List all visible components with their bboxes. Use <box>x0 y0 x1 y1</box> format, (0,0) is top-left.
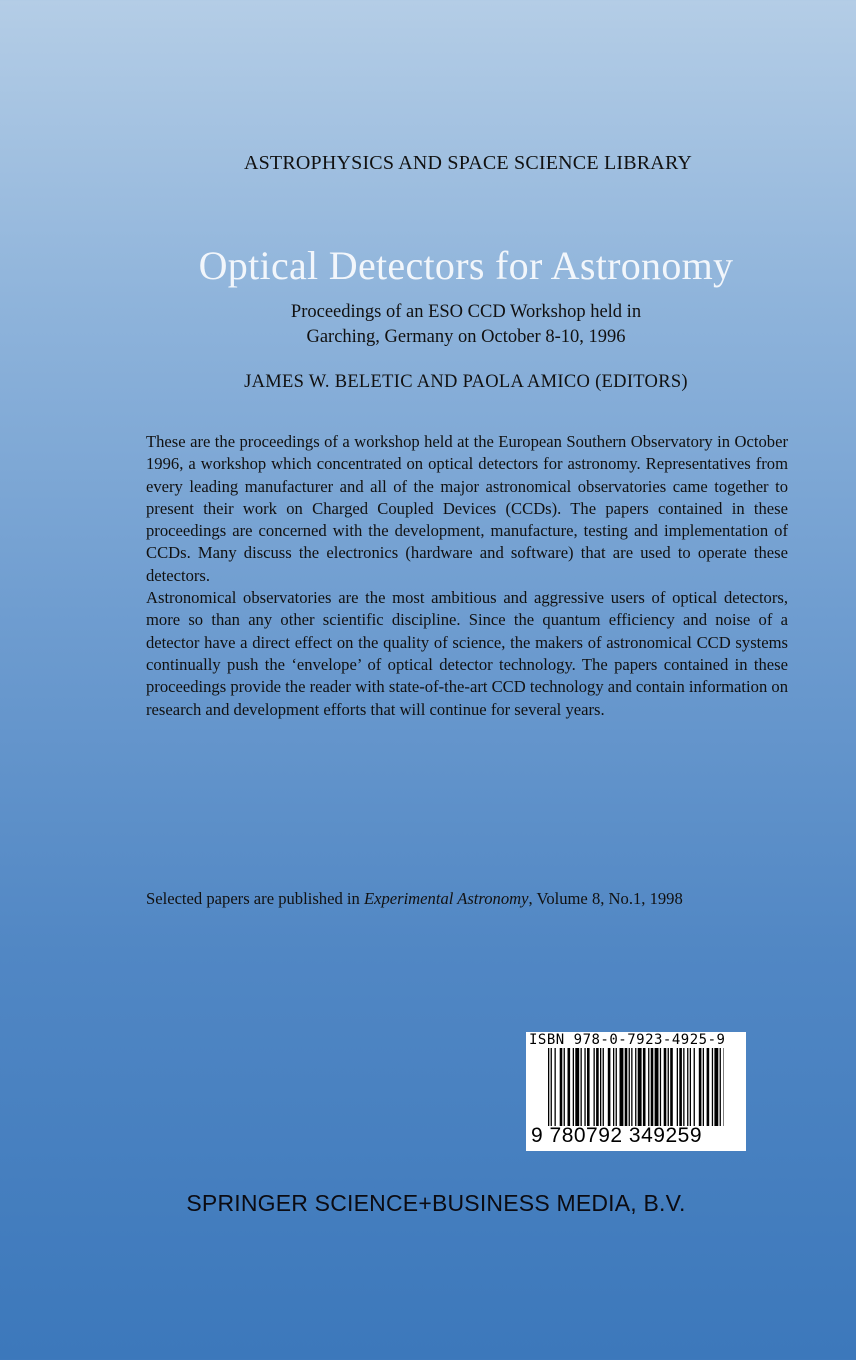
publisher: SPRINGER SCIENCE+BUSINESS MEDIA, B.V. <box>186 1190 686 1216</box>
barcode-bar <box>643 1048 646 1126</box>
barcode-bar <box>690 1048 691 1126</box>
barcode-bar <box>581 1048 582 1126</box>
barcode-bar <box>548 1048 549 1126</box>
editors: JAMES W. BELETIC AND PAOLA AMICO (EDITORS) <box>244 372 688 392</box>
barcode-bars <box>548 1048 724 1126</box>
barcode-bar <box>712 1048 713 1126</box>
barcode-bar <box>629 1048 630 1126</box>
barcode-bar <box>683 1048 684 1126</box>
barcode-bar <box>568 1048 571 1126</box>
barcode-bar <box>707 1048 710 1126</box>
barcode-bar <box>560 1048 563 1126</box>
abstract-paragraph-1: These are the proceedings of a workshop held at the European Southern Observatory in October 1996, a workshop which concentrated on optical detectors for astronomy. Representatives from every leading manufacturer and all of the major astronomical observatories came together to present their work on Charged Coupled Devices (CCDs). The papers contained in these proceedings are concerned with the development, manufacture, testing and implementation of CCDs. Many discuss the electronics (hardware and software) that are used to operate these detectors. <box>146 432 788 585</box>
barcode-bar <box>687 1048 688 1126</box>
barcode-bar <box>620 1048 624 1126</box>
barcode-bar <box>575 1048 579 1126</box>
abstract-paragraph-2: Astronomical observatories are the most ambitious and aggressive users of optical detectors, more so than any other scientific discipline. Since the quantum efficiency and noise of a detector have a direct effect on the quality of science, the makers of astronomical CCD systems continually push the ‘envelope’ of optical detector technology. The papers contained in these proceedings provide the reader with state-of-the-art CCD technology and contain information on research and development efforts that will continue for several years. <box>146 588 788 719</box>
note-suffix: , Volume 8, No.1, 1998 <box>528 889 683 908</box>
note-prefix: Selected papers are published in <box>146 889 364 908</box>
ean-text: 9 780792 349259 <box>531 1124 702 1147</box>
barcode-bar <box>584 1048 585 1126</box>
barcode-bar <box>608 1048 611 1126</box>
abstract <box>146 431 788 721</box>
barcode-bar <box>631 1048 632 1126</box>
isbn-text: ISBN 978-0-7923-4925-9 <box>529 1032 726 1048</box>
barcode-bar <box>694 1048 695 1126</box>
barcode-bar <box>651 1048 654 1126</box>
barcode-bar <box>714 1048 718 1126</box>
barcode-bar <box>679 1048 682 1126</box>
subtitle-line-1: Proceedings of an ESO CCD Workshop held in <box>290 302 642 322</box>
book-title: Optical Detectors for Astronomy <box>198 243 734 288</box>
barcode-bar <box>596 1048 599 1126</box>
barcode-bar <box>613 1048 614 1126</box>
barcode-bar <box>635 1048 636 1126</box>
barcode-bar <box>664 1048 667 1126</box>
barcode-bar <box>551 1048 552 1126</box>
barcode-bar <box>616 1048 617 1126</box>
barcode-bar <box>677 1048 678 1126</box>
isbn-barcode <box>526 1032 746 1151</box>
series-name: ASTROPHYSICS AND SPACE SCIENCE LIBRARY <box>243 152 693 174</box>
barcode-bar <box>603 1048 604 1126</box>
barcode-bar <box>655 1048 659 1126</box>
barcode-bar <box>720 1048 721 1126</box>
barcode-bar <box>724 1048 725 1126</box>
barcode-bar <box>625 1048 628 1126</box>
barcode-bar <box>555 1048 556 1126</box>
barcode-bar <box>600 1048 601 1126</box>
barcode-bar <box>638 1048 642 1126</box>
barcode-bar <box>594 1048 595 1126</box>
book-subtitle <box>0 300 856 350</box>
barcode-bar <box>573 1048 574 1126</box>
barcode-bar <box>564 1048 565 1126</box>
barcode-bar <box>587 1048 590 1126</box>
journal-name: Experimental Astronomy <box>363 889 529 908</box>
subtitle-line-2: Garching, Germany on October 8-10, 1996 <box>306 327 626 347</box>
barcode-bar <box>699 1048 702 1126</box>
publication-note <box>146 889 683 909</box>
barcode-bar <box>670 1048 673 1126</box>
barcode-bar <box>660 1048 661 1126</box>
barcode-bar <box>668 1048 669 1126</box>
barcode-bar <box>703 1048 704 1126</box>
barcode-bar <box>648 1048 649 1126</box>
